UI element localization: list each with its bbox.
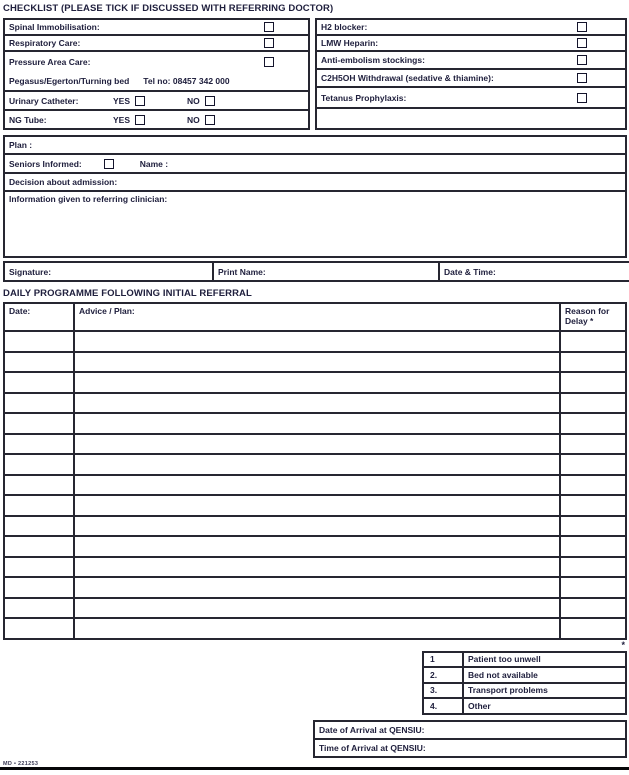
checklist-item-label: Respiratory Care:: [9, 38, 81, 48]
daily-date-cell[interactable]: [4, 577, 74, 598]
daily-advice-cell[interactable]: [74, 331, 560, 352]
footer-rule: [0, 767, 629, 770]
pressure-area-care-checkbox[interactable]: [264, 57, 274, 67]
daily-empty-row: [4, 495, 626, 516]
daily-programme-table: [3, 302, 627, 640]
daily-empty-row: [4, 434, 626, 455]
table-row: [4, 19, 309, 35]
checklist-item-label: C2H5OH Withdrawal (sedative & thiamine):: [321, 73, 494, 83]
checklist-item-label: Tetanus Prophylaxis:: [321, 92, 407, 103]
daily-reason-cell[interactable]: [560, 618, 626, 639]
daily-reason-cell[interactable]: [560, 331, 626, 352]
checklist-item-label: H2 blocker:: [321, 22, 368, 32]
daily-reason-cell[interactable]: [560, 495, 626, 516]
checklist-section: [3, 18, 627, 130]
reason-delay-column-header: Reason for Delay *: [560, 303, 626, 331]
table-row: [4, 91, 309, 110]
daily-date-cell[interactable]: [4, 475, 74, 496]
daily-empty-row: [4, 372, 626, 393]
c2h5oh-withdrawal-checkbox[interactable]: [577, 73, 587, 83]
delay-reason-number: 1: [423, 652, 463, 668]
delay-reason-label: Other: [463, 698, 626, 714]
anti-embolism-stockings-checkbox[interactable]: [577, 55, 587, 65]
decision-label: Decision about admission:: [9, 177, 118, 187]
information-label: Information given to referring clinician:: [9, 194, 168, 204]
daily-reason-cell[interactable]: [560, 598, 626, 619]
table-row: [316, 35, 626, 51]
daily-reason-cell[interactable]: [560, 393, 626, 414]
checklist-item-label: Anti-embolism stockings:: [321, 55, 425, 65]
date-column-header: Date:: [4, 303, 74, 331]
daily-empty-row: [4, 352, 626, 373]
table-row: [4, 191, 626, 257]
daily-advice-cell[interactable]: [74, 413, 560, 434]
table-row: [4, 136, 626, 154]
table-row: [423, 652, 626, 668]
respiratory-care-checkbox[interactable]: [264, 38, 274, 48]
daily-reason-cell[interactable]: [560, 454, 626, 475]
no-label: NO: [187, 95, 200, 106]
delay-reason-label: Patient too unwell: [463, 652, 626, 668]
daily-reason-cell[interactable]: [560, 536, 626, 557]
date-time-label: Date & Time:: [444, 266, 496, 277]
daily-date-cell[interactable]: [4, 598, 74, 619]
table-row: [423, 698, 626, 714]
delay-footnote-marker: *: [621, 639, 625, 650]
table-row: [316, 69, 626, 87]
table-header-row: [4, 303, 626, 331]
daily-empty-row: [4, 454, 626, 475]
signature-label: Signature:: [9, 266, 52, 277]
plan-label: Plan :: [9, 140, 33, 150]
daily-advice-cell[interactable]: [74, 454, 560, 475]
table-row: [423, 683, 626, 699]
daily-empty-row: [4, 393, 626, 414]
daily-advice-cell[interactable]: [74, 577, 560, 598]
spinal-immobilisation-checkbox[interactable]: [264, 22, 274, 32]
daily-advice-cell[interactable]: [74, 393, 560, 414]
table-row: [316, 51, 626, 69]
yes-label: YES: [113, 114, 131, 125]
daily-date-cell[interactable]: [4, 372, 74, 393]
checklist-item-label: NG Tube:: [9, 114, 47, 125]
table-row: [314, 739, 626, 757]
delay-reasons-table: [422, 651, 627, 715]
seniors-informed-checkbox[interactable]: [104, 159, 114, 169]
daily-programme-title: DAILY PROGRAMME FOLLOWING INITIAL REFERRAL: [3, 288, 252, 299]
daily-date-cell[interactable]: [4, 516, 74, 537]
signature-table: [3, 261, 629, 282]
plan-field[interactable]: [4, 136, 626, 154]
daily-reason-cell[interactable]: [560, 352, 626, 373]
daily-empty-row: [4, 516, 626, 537]
daily-empty-row: [4, 536, 626, 557]
daily-empty-row: [4, 331, 626, 352]
daily-advice-cell[interactable]: [74, 475, 560, 496]
daily-empty-row: [4, 413, 626, 434]
delay-reason-number: 4.: [423, 698, 463, 714]
ng-tube-yes-checkbox[interactable]: [135, 115, 145, 125]
daily-reason-cell[interactable]: [560, 475, 626, 496]
daily-advice-cell[interactable]: [74, 598, 560, 619]
table-row: [4, 110, 309, 129]
date-time-field[interactable]: [439, 262, 629, 281]
advice-plan-column-header: Advice / Plan:: [74, 303, 560, 331]
daily-advice-cell[interactable]: [74, 495, 560, 516]
lmw-heparin-checkbox[interactable]: [577, 38, 587, 48]
table-row: [4, 51, 309, 91]
daily-date-cell[interactable]: [4, 495, 74, 516]
daily-date-cell[interactable]: [4, 454, 74, 475]
tel-number: Tel no: 08457 342 000: [143, 75, 230, 86]
checklist-item-label: LMW Heparin:: [321, 38, 379, 48]
daily-date-cell[interactable]: [4, 536, 74, 557]
checklist-left-table: [3, 18, 310, 130]
checklist-item-label: Urinary Catheter:: [9, 95, 79, 106]
table-row: [4, 262, 629, 281]
daily-reason-cell[interactable]: [560, 434, 626, 455]
daily-date-cell[interactable]: [4, 434, 74, 455]
checklist-item-label: Spinal Immobilisation:: [9, 22, 100, 32]
print-name-label: Print Name:: [218, 266, 266, 277]
daily-date-cell[interactable]: [4, 393, 74, 414]
delay-reason-label: Bed not available: [463, 667, 626, 683]
date-of-arrival-field[interactable]: [314, 721, 626, 739]
signature-field[interactable]: [4, 262, 213, 281]
checklist-item-label: Pressure Area Care:: [9, 56, 91, 67]
tetanus-prophylaxis-checkbox[interactable]: [577, 93, 587, 103]
table-row: [314, 721, 626, 739]
ng-tube-no-checkbox[interactable]: [205, 115, 215, 125]
daily-reason-cell[interactable]: [560, 557, 626, 578]
decision-field[interactable]: [4, 173, 626, 191]
daily-advice-cell[interactable]: [74, 618, 560, 639]
daily-advice-cell[interactable]: [74, 516, 560, 537]
table-row: [4, 173, 626, 191]
delay-reason-label: Transport problems: [463, 683, 626, 699]
form-code: MD • 221253: [3, 761, 39, 767]
daily-advice-cell[interactable]: [74, 434, 560, 455]
daily-empty-row: [4, 557, 626, 578]
information-field[interactable]: [4, 191, 626, 257]
empty-checklist-cell[interactable]: [316, 108, 626, 129]
yes-label: YES: [113, 95, 131, 106]
daily-advice-cell[interactable]: [74, 557, 560, 578]
daily-reason-cell[interactable]: [560, 372, 626, 393]
daily-date-cell[interactable]: [4, 618, 74, 639]
daily-date-cell[interactable]: [4, 557, 74, 578]
daily-reason-cell[interactable]: [560, 413, 626, 434]
arrival-table: [313, 720, 627, 758]
daily-empty-row: [4, 475, 626, 496]
daily-reason-cell[interactable]: [560, 516, 626, 537]
daily-date-cell[interactable]: [4, 331, 74, 352]
daily-date-cell[interactable]: [4, 413, 74, 434]
no-label: NO: [187, 114, 200, 125]
daily-advice-cell[interactable]: [74, 536, 560, 557]
print-name-field[interactable]: [213, 262, 439, 281]
table-row: [4, 154, 626, 173]
table-row: [4, 35, 309, 51]
date-of-arrival-label: Date of Arrival at QENSIU:: [319, 724, 425, 735]
h2-blocker-checkbox[interactable]: [577, 22, 587, 32]
table-row: [316, 87, 626, 108]
daily-empty-row: [4, 618, 626, 639]
checklist-item-sublabel: Pegasus/Egerton/Turning bed: [9, 75, 130, 86]
urinary-catheter-no-checkbox[interactable]: [205, 96, 215, 106]
seniors-informed-label: Seniors Informed:: [9, 158, 82, 169]
table-row: [423, 667, 626, 683]
daily-empty-row: [4, 598, 626, 619]
table-row: [316, 19, 626, 35]
urinary-catheter-yes-checkbox[interactable]: [135, 96, 145, 106]
time-of-arrival-label: Time of Arrival at QENSIU:: [319, 742, 426, 753]
delay-reason-number: 3.: [423, 683, 463, 699]
checklist-title: CHECKLIST (PLEASE TICK IF DISCUSSED WITH REFERRING DOCTOR): [3, 3, 334, 14]
daily-reason-cell[interactable]: [560, 577, 626, 598]
daily-empty-row: [4, 577, 626, 598]
daily-advice-cell[interactable]: [74, 352, 560, 373]
delay-reason-number: 2.: [423, 667, 463, 683]
name-label: Name :: [139, 158, 169, 169]
checklist-right-table: [315, 18, 627, 130]
plan-table: [3, 135, 627, 258]
time-of-arrival-field[interactable]: [314, 739, 626, 757]
daily-date-cell[interactable]: [4, 352, 74, 373]
daily-advice-cell[interactable]: [74, 372, 560, 393]
table-row: [316, 108, 626, 129]
